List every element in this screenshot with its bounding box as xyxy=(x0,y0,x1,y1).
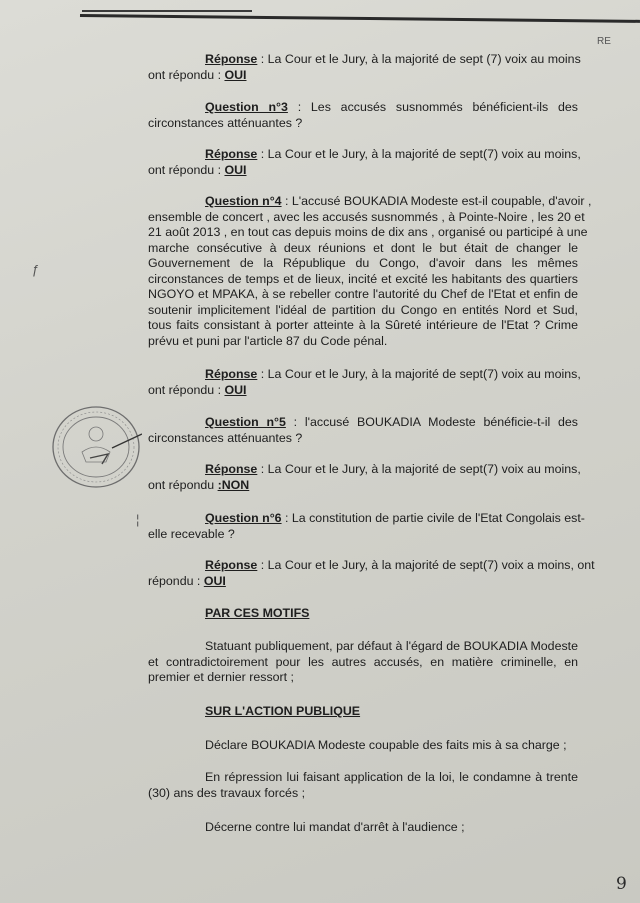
margin-bracket-mark: ¦ xyxy=(136,512,140,527)
answer-3-text-2: ont répondu : xyxy=(148,382,225,397)
warrant-text: Décerne contre lui mandat d'arrêt à l'audience ; xyxy=(205,820,465,834)
sentence-line-2: (30) ans des travaux forcés ; xyxy=(148,785,306,800)
sentence-line-1: En répression lui faisant application de la loi, le condamne à trente xyxy=(205,770,578,784)
answer-2-label: Réponse xyxy=(205,147,258,161)
question-3 xyxy=(148,100,578,131)
answer-1-text: : La Cour et le Jury, à la majorité de sept (7) voix au moins xyxy=(257,52,581,66)
answer-5 xyxy=(148,558,595,589)
question-5-text-2: circonstances atténuantes ? xyxy=(148,430,303,445)
answer-4-value: :NON xyxy=(217,477,250,492)
ruling-line-1: Statuant publiquement, par défaut à l'égard de BOUKADIA Modeste xyxy=(205,639,578,653)
question-4-line-4: marche consécutive à deux réunions et dont le but était de changer le xyxy=(148,240,578,255)
question-5-label: Question n°5 xyxy=(205,415,286,429)
question-6 xyxy=(148,511,585,542)
answer-5-text: : La Cour et le Jury, à la majorité de sept(7) voix a moins, ont xyxy=(257,558,595,572)
question-4-line-8: soutenir implicitement l'idéal de partition du Congo en entités Nord et Sud, xyxy=(148,302,578,317)
answer-4-text: : La Cour et le Jury, à la majorité de sept(7) voix au moins, xyxy=(257,462,581,476)
question-6-text: : La constitution de partie civile de l'Etat Congolais est- xyxy=(281,511,585,525)
question-5-text: : l'accusé BOUKADIA Modeste bénéficie-t-il des xyxy=(285,415,578,429)
page-number: 9 xyxy=(616,874,627,894)
answer-2-text-2: ont répondu : xyxy=(148,162,225,177)
question-4-line-7: NGOYO et MPAKA, à se rebeller contre l'autorité du Chef de l'Etat et enfin de xyxy=(148,287,578,301)
answer-1-text-2: ont répondu : xyxy=(148,67,225,82)
answer-2 xyxy=(148,147,581,178)
answer-3-text: : La Cour et le Jury, à la majorité de sept(7) voix au moins, xyxy=(257,367,581,381)
answer-1 xyxy=(148,52,581,83)
question-4-line-9: tous faits consistant à porter atteinte à la Sûreté intérieure de l'Etat ? Crime xyxy=(148,318,578,332)
question-4-line-6: circonstances de temps et de lieux, incité et excité les habitants des quartiers xyxy=(148,271,578,286)
verdict-paragraph xyxy=(148,738,578,754)
header-rule xyxy=(80,14,640,23)
answer-2-text: : La Cour et le Jury, à la majorité de sept(7) voix au moins, xyxy=(257,147,581,161)
answer-3-label: Réponse xyxy=(205,367,258,381)
answer-3-value: OUI xyxy=(224,382,247,397)
answer-1-value: OUI xyxy=(224,67,247,82)
answer-4-text-2: ont répondu xyxy=(148,477,218,492)
answer-3 xyxy=(148,367,581,398)
ruling-line-3: premier et dernier ressort ; xyxy=(148,670,294,684)
answer-2-value: OUI xyxy=(224,162,247,177)
question-4-line-5: Gouvernement de la République du Congo, d'avoir dans les mêmes xyxy=(148,256,578,270)
answer-4-label: Réponse xyxy=(205,462,258,476)
question-4 xyxy=(148,194,592,349)
header-rule-short xyxy=(82,10,252,12)
answer-5-value: OUI xyxy=(203,573,226,588)
sentence-paragraph xyxy=(148,770,578,801)
question-3-text-2: circonstances atténuantes ? xyxy=(148,115,303,130)
answer-5-text-2: répondu : xyxy=(148,573,204,588)
question-6-text-2: elle recevable ? xyxy=(148,526,235,541)
heading-action-publique: SUR L'ACTION PUBLIQUE xyxy=(205,704,361,718)
official-seal-stamp xyxy=(50,404,142,490)
ruling-paragraph xyxy=(148,639,578,686)
question-5 xyxy=(148,415,578,446)
corner-mark: RE xyxy=(597,36,611,47)
answer-1-label: Réponse xyxy=(205,52,258,66)
question-4-line-10: prévu et puni par l'article 87 du Code pénal. xyxy=(148,333,388,348)
warrant-paragraph xyxy=(148,820,578,836)
margin-tick-mark: ƒ xyxy=(32,262,40,277)
question-4-line-3: 21 août 2013 , en tout cas depuis moins de dix ans , organisé ou participé à une xyxy=(148,225,588,239)
question-6-label: Question n°6 xyxy=(205,511,282,525)
question-4-label: Question n°4 xyxy=(205,194,282,208)
verdict-text: Déclare BOUKADIA Modeste coupable des faits mis à sa charge ; xyxy=(205,738,567,752)
answer-5-label: Réponse xyxy=(205,558,258,572)
ruling-line-2: et contradictoirement pour les autres accusés, en matière criminelle, en xyxy=(148,654,578,669)
question-4-text: : L'accusé BOUKADIA Modeste est-il coupable, d'avoir , xyxy=(281,194,592,208)
question-3-text: : Les accusés susnommés bénéficient-ils des xyxy=(287,100,579,114)
answer-4 xyxy=(148,462,581,493)
question-4-line-2: ensemble de concert , avec les accusés susnommés , à Pointe-Noire , les 20 et xyxy=(148,209,585,224)
heading-par-ces-motifs: PAR CES MOTIFS xyxy=(205,606,310,620)
question-3-label: Question n°3 xyxy=(205,100,288,114)
